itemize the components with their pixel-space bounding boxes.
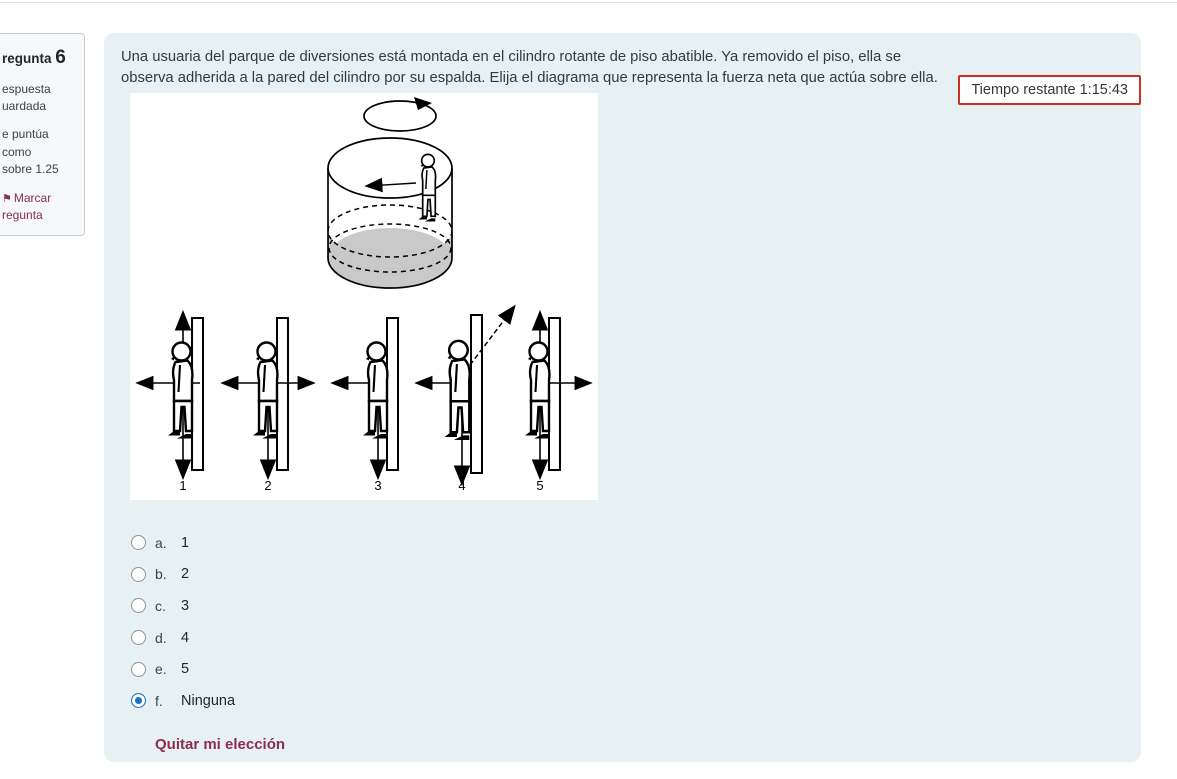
radio-option-f[interactable] (131, 693, 146, 708)
option-value-d: 4 (181, 629, 190, 646)
force-diagram-3 (333, 318, 398, 477)
answer-status-line1: espuesta (2, 81, 51, 96)
question-label: regunta (2, 51, 52, 66)
grade-info-line2: sobre 1.25 (2, 162, 59, 177)
question-figure (130, 93, 598, 500)
option-value-a: 1 (181, 534, 190, 551)
flag-question-link[interactable] (2, 190, 78, 225)
radio-option-c[interactable] (131, 598, 146, 613)
options-list (131, 527, 235, 717)
radio-option-a[interactable] (131, 535, 146, 550)
option-value-c: 3 (181, 597, 190, 614)
grade-info-line1: e puntúa como (2, 127, 49, 159)
top-divider (0, 2, 1177, 3)
force-diagram-5 (525, 313, 590, 477)
force-diagram-2 (223, 318, 313, 477)
question-text-line2: observa adherida a la pared del cilindro por su espalda. Elija el diagrama que representa la fuerza neta que actúa sobre ella. (121, 70, 938, 86)
force-diagrams (138, 307, 590, 493)
option-value-f: Ninguna (181, 692, 236, 709)
diagram-label-2: 2 (264, 478, 272, 493)
option-letter-c: c. (155, 597, 166, 614)
option-row-f[interactable] (131, 685, 235, 717)
question-text (121, 47, 951, 89)
option-letter-a: a. (155, 534, 167, 551)
flag-link-line1: Marcar (13, 190, 52, 205)
radio-option-e[interactable] (131, 662, 146, 677)
clear-choice-link[interactable]: Quitar mi elección (155, 736, 286, 753)
question-number: 6 (55, 47, 66, 68)
question-title (2, 44, 78, 72)
option-letter-e: e. (155, 661, 167, 678)
diagram-label-3: 3 (374, 478, 382, 493)
option-row-b[interactable] (131, 559, 235, 591)
cylinder-illustration (328, 97, 452, 288)
diagram-label-1: 1 (179, 478, 187, 493)
force-diagram-1 (138, 313, 203, 477)
answer-status-line2: uardada (2, 98, 47, 113)
force-diagram-4 (417, 307, 514, 483)
option-letter-f: f. (155, 692, 163, 709)
flag-link-line2: regunta (2, 208, 43, 223)
option-value-b: 2 (181, 566, 190, 583)
diagram-label-4: 4 (458, 478, 466, 493)
option-row-d[interactable] (131, 622, 235, 654)
radio-option-b[interactable] (131, 567, 146, 582)
flag-icon: ⚑ (2, 192, 12, 205)
question-text-line1: Una usuaria del parque de diversiones está montada en el cilindro rotante de piso abatible. Ya removido el piso, ella se (121, 49, 902, 65)
option-value-e: 5 (181, 661, 190, 678)
answer-status (2, 81, 78, 116)
time-remaining-badge: Tiempo restante 1:15:43 (958, 75, 1141, 105)
diagram-label-5: 5 (536, 478, 544, 493)
option-row-a[interactable] (131, 527, 235, 559)
question-info-panel (0, 33, 85, 236)
option-row-c[interactable] (131, 590, 235, 622)
figure-svg (130, 93, 598, 500)
option-row-e[interactable] (131, 653, 235, 685)
question-content (104, 33, 1141, 762)
radio-option-d[interactable] (131, 630, 146, 645)
grade-info (2, 126, 78, 178)
option-letter-d: d. (155, 629, 167, 646)
option-letter-b: b. (155, 566, 167, 583)
